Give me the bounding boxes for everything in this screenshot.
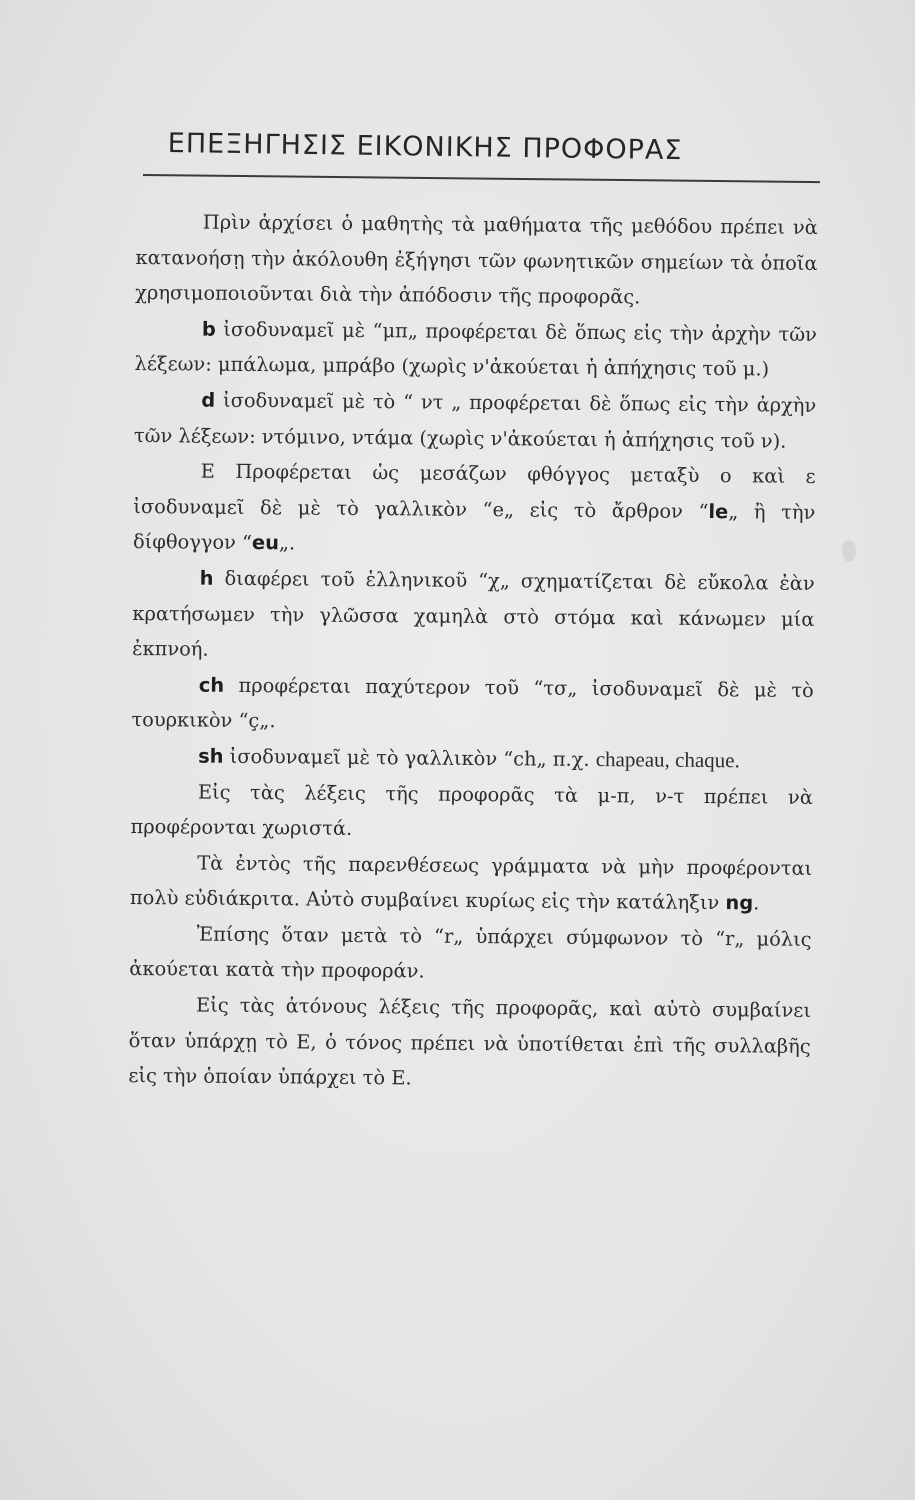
symbol-e: E [200, 459, 215, 483]
example-eu: eu [251, 531, 280, 555]
symbol-d: d [201, 388, 216, 412]
entry-ch [131, 667, 814, 744]
symbol-ch: ch [198, 673, 225, 697]
entry-ch-text: προφέρεται παχύτερον τοῦ “τσ„ ἰσοδυναμεῖ δὲ μὲ τὸ τουρκικὸν “ç„. [131, 673, 814, 733]
parenthesis-note [130, 845, 813, 922]
accent-note: Εἰς τὰς ἀτόνους λέξεις τῆς προφορᾶς, καὶ αὐτὸ συμβαίνει ὅταν ὑπάρχῃ τὸ Ε, ὁ τόνος πρέπει νὰ ὑποτίθεται ἐπὶ τῆς συλλαβῆς εἰς τὴν ὁποίαν ὑπάρχει τὸ Ε. [128, 993, 812, 1090]
entry-e-text-mid: „ ἢ τὴν δίφθογγον “ [132, 499, 816, 555]
r-note: Ἐπίσης ὅταν μετὰ τὸ “r„ ὑπάρχει σύμφωνον τὸ “r„ μόλις ἀκούεται κατὰ τὴν προφοράν. [129, 922, 812, 984]
page-title: ΕΠΕΞΗΓΗΣΙΣ ΕΙΚΟΝΙΚΗΣ ΠΡΟΦΟΡΑΣ [167, 128, 683, 167]
parenthesis-note-text: Τὰ ἐντὸς τῆς παρενθέσεως γράμματα νὰ μὴν προφέρονται πολὺ εὐδιάκριτα. Αὐτὸ συμβαίνει κυρίως εἰς τὴν κατάληξιν [129, 851, 813, 915]
entry-h [132, 560, 815, 673]
explanation-text [128, 204, 818, 1100]
mp-nt-note: Εἰς τὰς λέξεις τῆς προφορᾶς τὰ μ-π, ν-τ πρέπει νὰ προφέρονται χωριστά. [130, 780, 813, 841]
intro-paragraph: Πρὶν ἀρχίσει ὁ μαθητὴς τὰ μαθήματα τῆς μεθόδου πρέπει νὰ κατανοήσῃ τὴν ἀκόλουθη ἐξήγησι τῶν φωνητικῶν σημείων τὰ ὁποῖα χρησιμοποιοῦνται διὰ τὴν ἀπόδοσιν τῆς προφορᾶς. [135, 210, 818, 309]
entry-b [134, 311, 817, 388]
entry-e [133, 453, 816, 566]
symbol-b: b [201, 317, 216, 341]
entry-e-text-end: „. [278, 531, 296, 555]
entry-b-text: ἰσοδυναμεῖ μὲ “μπ„ προφέρεται δὲ ὅπως εἰς τὴν ἀρχὴν τῶν λέξεων: μπάλωμα, μπράβο (χωρὶς ν'ἀκούεται ἡ ἀπήχησις τοῦ μ.) [134, 317, 817, 381]
entry-e-text: Προφέρεται ὡς μεσάζων φθόγγος μεταξὺ ο καὶ ε ἰσοδυναμεῖ δὲ μὲ τὸ γαλλικὸν “e„ εἰς τὸ ἄρθρον “ [133, 460, 816, 523]
symbol-sh: sh [198, 744, 224, 768]
title-underline [143, 174, 820, 183]
ending-ng: ng [725, 891, 754, 915]
entry-sh-text: ἰσοδυναμεῖ μὲ τὸ γαλλικὸν “ch„ π.χ. [229, 744, 590, 771]
example-le: le [708, 499, 729, 523]
entry-h-text: διαφέρει τοῦ ἑλληνικοῦ “χ„ σχηματίζεται δὲ εὔκολα ἐὰν κρατήσωμεν τὴν γλῶσσα χαμηλὰ στὸ στόμα καὶ κάνωμεν μία ἐκπνοή. [132, 566, 815, 661]
symbol-h: h [199, 566, 214, 590]
paper-stain [842, 540, 856, 562]
entry-sh [131, 738, 813, 780]
entry-sh-examples: chapeau, chaque. [595, 746, 740, 773]
entry-d [134, 382, 817, 459]
parenthesis-note-end: . [753, 891, 760, 915]
entry-d-text: ἰσοδυναμεῖ μὲ τὸ “ ντ „ προφέρεται δὲ ὅπως εἰς τὴν ἀρχὴν τῶν λέξεων: ντόμινο, ντάμα (χωρὶς ν'ἀκούεται ἡ ἀπήχησις τοῦ ν). [133, 388, 817, 453]
